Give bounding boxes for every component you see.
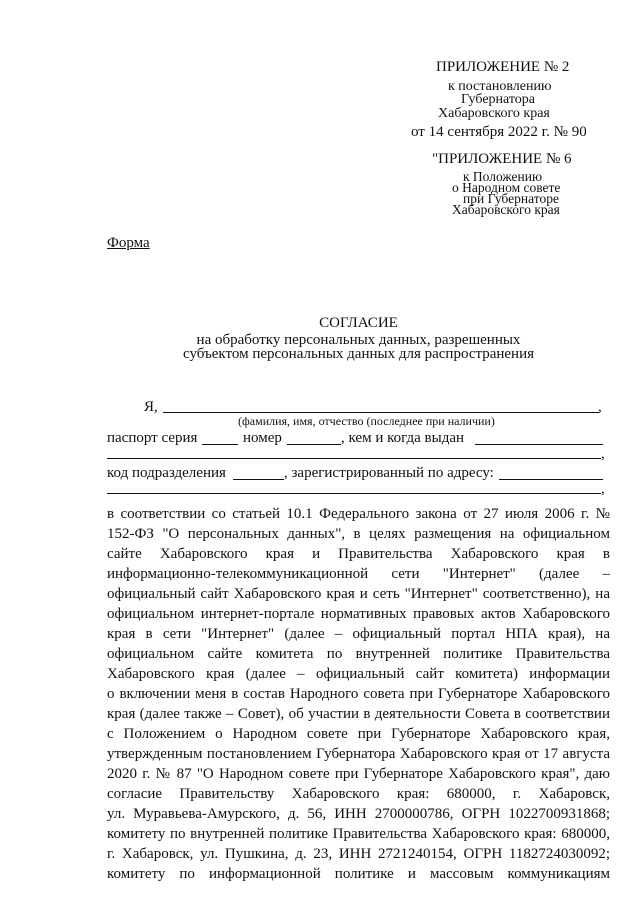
consent-subtitle-2: субъектом персональных данных для распространения bbox=[182, 346, 535, 362]
passport-series-field[interactable] bbox=[202, 444, 238, 445]
address-field-2[interactable] bbox=[107, 493, 601, 494]
address-comma: , bbox=[601, 481, 605, 497]
body-line: официальном интернет-портале нормативных правовых актов Хабаровского bbox=[107, 606, 610, 622]
issued-comma: , bbox=[601, 446, 605, 462]
body-line: о включении меня в состав Народного совета при Губернаторе Хабаровского bbox=[107, 686, 610, 702]
body-line: информационно-телекоммуникационной сети "Интернет" (далее – bbox=[107, 566, 610, 582]
division-code-field[interactable] bbox=[233, 479, 284, 480]
consent-subtitle-1: на обработку персональных данных, разрешенных bbox=[196, 332, 521, 348]
body-line: края в сети "Интернет" (далее – официальный портал НПА края), на bbox=[107, 626, 610, 642]
body-line: ул. Муравьева-Амурского, д. 56, ИНН 2700000786, ОГРН 1022700931868; bbox=[107, 806, 610, 822]
inner-appendix-to-3: при Губернаторе bbox=[463, 191, 559, 206]
body-line: комитету по внутренней политике Правительства Хабаровского края: 680000, bbox=[107, 826, 610, 842]
address-field[interactable] bbox=[499, 479, 603, 480]
issued-by-label: , кем и когда выдан bbox=[341, 430, 465, 446]
registered-address-label: , зарегистрированный по адресу: bbox=[284, 465, 494, 481]
i-label: Я, bbox=[144, 399, 158, 415]
appendix-to-line-3: Хабаровского края bbox=[438, 106, 550, 121]
body-line: утвержденным постановлением Губернатора Хабаровского края от 17 августа bbox=[107, 746, 610, 762]
body-line: с Положением о Народном совете при Губернаторе Хабаровского края, bbox=[107, 726, 610, 742]
body-line: Хабаровского края (далее – официальный сайт комитета) информации bbox=[107, 666, 610, 682]
passport-number-field[interactable] bbox=[287, 444, 341, 445]
appendix-date: от 14 сентября 2022 г. № 90 bbox=[411, 124, 587, 140]
body-line: сайте Хабаровского края и Правительства Хабаровского края в bbox=[107, 546, 610, 562]
issued-by-field[interactable] bbox=[475, 444, 603, 445]
appendix-to-line-2: Губернатора bbox=[461, 92, 536, 107]
name-comma: , bbox=[598, 399, 602, 415]
body-line: согласие Правительству Хабаровского края: 680000, г. Хабаровск, bbox=[107, 786, 610, 802]
issued-by-field-2[interactable] bbox=[107, 458, 601, 459]
body-line: края (далее также – Совет), об участии в деятельности Совета в соответствии bbox=[107, 706, 610, 722]
inner-appendix-to-4: Хабаровского края bbox=[452, 202, 560, 217]
name-hint: (фамилия, имя, отчество (последнее при наличии) bbox=[238, 414, 495, 428]
inner-appendix-to-1: к Положению bbox=[463, 169, 543, 184]
passport-series-label: паспорт серия bbox=[107, 430, 198, 446]
inner-appendix-title: "ПРИЛОЖЕНИЕ № 6 bbox=[432, 151, 572, 167]
consent-body bbox=[107, 504, 610, 884]
body-line: г. Хабаровск, ул. Пушкина, д. 23, ИНН 2721240154, ОГРН 1182724030092; bbox=[107, 846, 610, 862]
body-line: комитету по информационной политике и массовым коммуникациям bbox=[107, 866, 610, 882]
appendix-to-line-1: к постановлению bbox=[448, 79, 552, 94]
body-line: официальном сайте комитета по внутренней политике Правительства bbox=[107, 646, 610, 662]
name-field-line[interactable] bbox=[163, 412, 599, 413]
form-label: Форма bbox=[107, 235, 150, 251]
body-line: официальный сайт Хабаровского края и сеть "Интернет" соответственно), на bbox=[107, 586, 610, 602]
appendix-title: ПРИЛОЖЕНИЕ № 2 bbox=[436, 59, 570, 75]
body-line: 152-ФЗ "О персональных данных", в целях размещения на официальном bbox=[107, 526, 610, 542]
division-code-label: код подразделения bbox=[107, 465, 226, 481]
passport-number-label: номер bbox=[243, 430, 282, 446]
body-line: в соответствии со статьей 10.1 Федерального закона от 27 июля 2006 г. № bbox=[107, 506, 610, 522]
body-line: 2020 г. № 87 "О Народном совете при Губернаторе Хабаровского края", даю bbox=[107, 766, 610, 782]
consent-title: СОГЛАСИЕ bbox=[319, 315, 398, 331]
inner-appendix-to-2: о Народном совете bbox=[452, 180, 561, 195]
